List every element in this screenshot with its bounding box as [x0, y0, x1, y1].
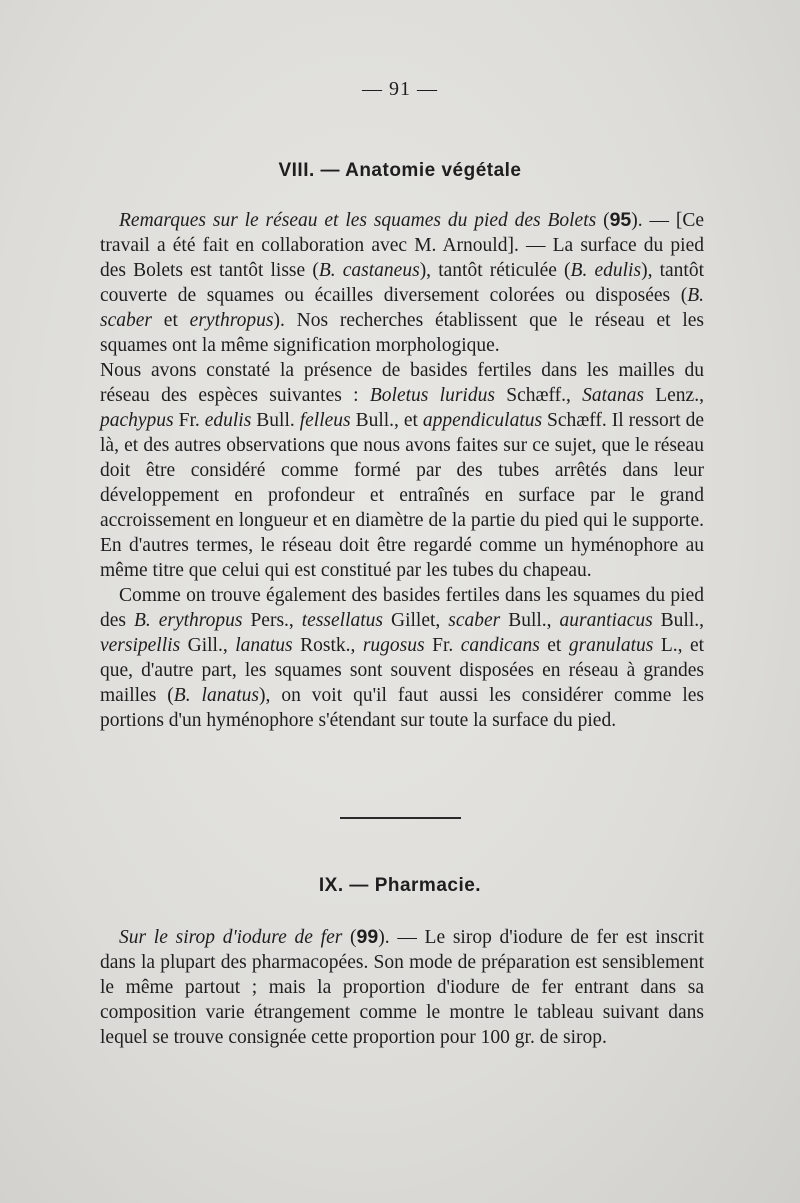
section-body-pharmacie — [100, 925, 704, 1050]
section-heading-anatomie: VIII. — Anatomie végétale — [278, 160, 522, 181]
reference-number: 95 — [609, 209, 632, 231]
reference-number: 99 — [356, 926, 379, 948]
paragraph: Nous avons constaté la présence de basides fertiles dans les mailles du réseau des espèces suivantes : Boletus luridus Schæff., Satanas Lenz., pachypus Fr. edulis Bull. felleus Bull., et appendiculatus Schæff. Il ressort de là, et des autres observations que nous avons faites sur ce sujet, que le réseau doit être considéré comme formé par des tubes arrêtés dans leur développement en profondeur et entraînés en surface par le grand accroissement en longueur et en diamètre de la partie du pied qui le supporte. En d'autres termes, le réseau doit être regardé comme un hyménophore au même titre que celui qui est constitué par les tubes du chapeau. — [100, 360, 704, 581]
paragraph: Comme on trouve également des basides fertiles dans les squames du pied des B. erythropus Pers., tessellatus Gillet, scaber Bull., aurantiacus Bull., versipellis Gill., lanatus Rostk., rugosus Fr. candicans et granulatus L., et que, d'autre part, les squames sont souvent disposées en réseau à grandes mailles (B. lanatus), on voit qu'il faut aussi les considérer comme les portions d'un hyménophore s'étendant sur toute la surface du pied. — [100, 585, 705, 731]
paragraph: Remarques sur le réseau et les squames du pied des Bolets (95). — [Ce travail a été fait en collaboration avec M. Arnould]. — La surface du pied des Bolets est tantôt lisse (B. castaneus), tantôt réticulée (B. edulis), tantôt couverte de squames ou écailles diversement colorées ou disposées (B. scaber et erythropus). Nos recherches établissent que le réseau et les squames ont la même signification morphologique. — [100, 209, 705, 356]
section-heading-pharmacie: IX. — Pharmacie. — [318, 875, 482, 896]
section-divider — [340, 817, 461, 819]
section-body-anatomie — [100, 208, 704, 733]
page-number: — 91 — — [362, 78, 438, 100]
article-title: Remarques sur le réseau et les squames du pied des Bolets — [119, 210, 597, 231]
article-title: Sur le sirop d'iodure de fer — [119, 927, 343, 948]
paragraph: Sur le sirop d'iodure de fer (99). — Le sirop d'iodure de fer est inscrit dans la plupart des pharmacopées. Son mode de préparation est sensiblement le même partout ; mais la proportion d'iodure de fer entrant dans sa composition varie étrangement comme le montre le tableau suivant dans lequel se trouve consignée cette proportion pour 100 gr. de sirop. — [100, 926, 704, 1048]
